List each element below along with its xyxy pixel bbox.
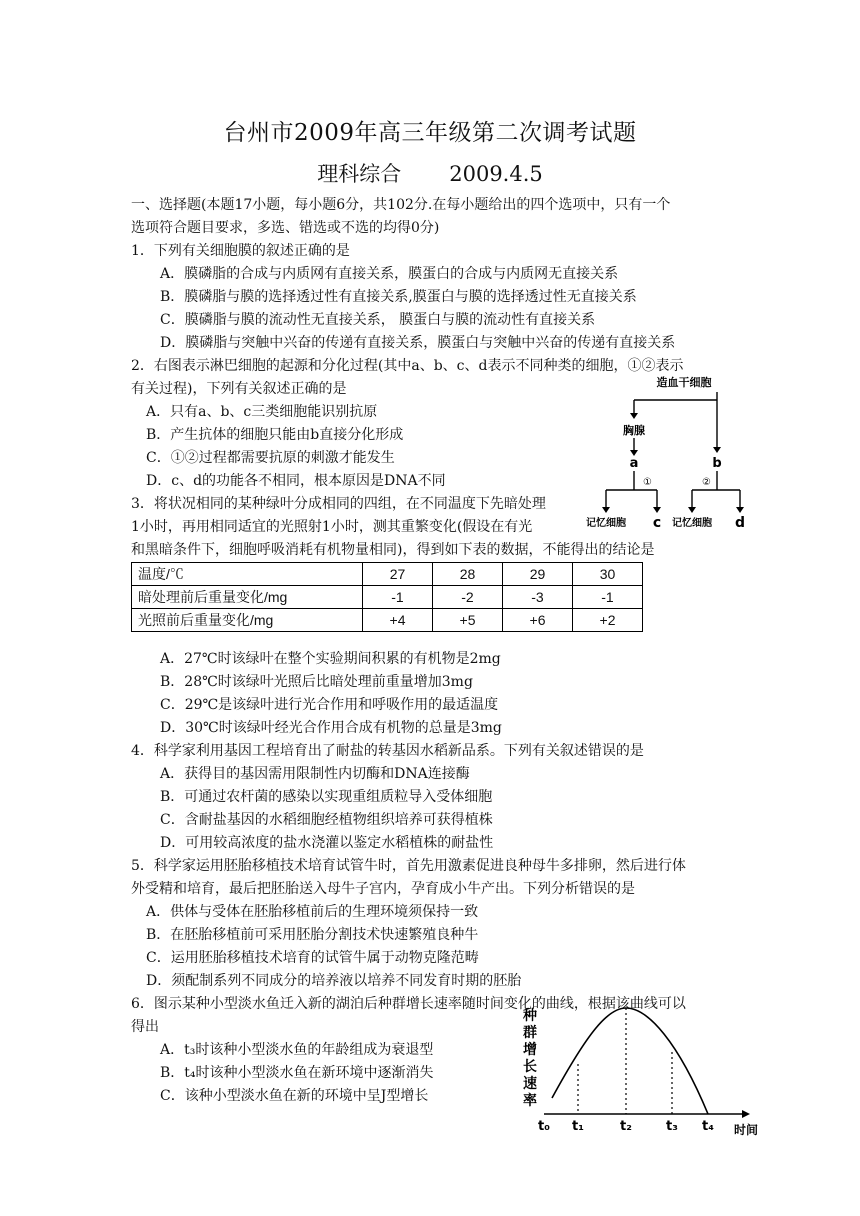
- table-cell: -2: [433, 586, 503, 609]
- temperature-weight-table: [131, 562, 643, 632]
- q4-stem: 4．科学家利用基因工程培育出了耐盐的转基因水稻新品系。下列有关叙述错误的是: [131, 743, 644, 759]
- ylabel-char: 长: [523, 1059, 537, 1075]
- q5-stem-line1: 5．科学家运用胚胎移植技术培育试管牛时，首先用激素促进良种母牛多排卵，然后进行体: [131, 858, 686, 874]
- q3-stem-line2: 1小时，再用相同适宜的光照射1小时，测其重繁变化(假设在有光: [131, 519, 533, 535]
- diagram-root-label: 造血干细胞: [656, 376, 712, 389]
- table-cell: -1: [573, 586, 643, 609]
- q1-option-b: B．膜磷脂与膜的选择透过性有直接关系,膜蛋白与膜的选择透过性无直接关系: [160, 289, 637, 305]
- q5-option-b: B．在胚胎移植前可采用胚胎分割技术快速繁殖良种牛: [146, 927, 479, 943]
- table-header-row: [132, 563, 643, 586]
- q3-option-b: B．28℃时该绿叶光照后比暗处理前重量增加3mg: [160, 674, 473, 690]
- table-cell: 暗处理前后重量变化/mg: [132, 586, 363, 609]
- ylabel-char: 速: [523, 1076, 537, 1092]
- q5-option-a: A．供体与受体在胚胎移植前后的生理环境须保持一致: [146, 904, 479, 920]
- q2-option-d: D．c、d的功能各不相同，根本原因是DNA不同: [146, 473, 446, 489]
- q2-stem-line1: 2．右图表示淋巴细胞的起源和分化过程(其中a、b、c、d表示不同种类的细胞，①②表示: [131, 358, 684, 374]
- q3-option-a: A．27℃时该绿叶在整个实验期间积累的有机物是2mg: [160, 651, 501, 667]
- ylabel-char: 增: [523, 1042, 537, 1058]
- table-cell: +5: [433, 609, 503, 632]
- q5-option-c: C．运用胚胎移植技术培育的试管牛属于动物克隆范畴: [146, 950, 479, 966]
- table-header-cell: 温度/℃: [132, 563, 363, 586]
- table-row: [132, 609, 643, 632]
- q6-option-b: B．t₄时该种小型淡水鱼在新环境中逐渐消失: [160, 1065, 434, 1081]
- x-tick-label: t₁: [572, 1119, 584, 1134]
- table-cell: 光照前后重量变化/mg: [132, 609, 363, 632]
- diagram-memory-cell-right: 记忆细胞: [672, 518, 712, 529]
- diagram-cell-a: a: [629, 456, 639, 471]
- diagram-cell-b: b: [712, 456, 722, 471]
- q2-option-c: C．①②过程都需要抗原的刺激才能发生: [146, 450, 395, 466]
- q5-stem-line2: 外受精和培育，最后把胚胎送入母牛子宫内，孕育成小牛产出。下列分析错误的是: [131, 881, 635, 897]
- q3-option-d: D．30℃时该绿叶经光合作用合成有机物的总量是3mg: [160, 720, 502, 736]
- q3-stem-line1: 3．将状况相同的某种绿叶分成相同的四组，在不同温度下先暗处理: [131, 496, 546, 512]
- table-header-cell: 28: [433, 563, 503, 586]
- q3-option-c: C．29℃是该绿叶进行光合作用和呼吸作用的最适温度: [160, 697, 499, 713]
- q6-option-a: A．t₃时该种小型淡水鱼的年龄组成为衰退型: [160, 1042, 434, 1058]
- table-cell: +2: [573, 609, 643, 632]
- x-tick-label: t₃: [666, 1119, 678, 1134]
- ylabel-char: 种: [523, 1008, 537, 1024]
- exam-date: 2009.4.5: [449, 162, 543, 186]
- q1-option-a: A．膜磷脂的合成与内质网有直接关系，膜蛋白的合成与内质网无直接关系: [160, 266, 619, 282]
- table-header-cell: 30: [573, 563, 643, 586]
- q6-stem-line2: 得出: [131, 1019, 159, 1035]
- q2-option-b: B．产生抗体的细胞只能由b直接分化形成: [146, 427, 404, 443]
- table-header-cell: 29: [503, 563, 573, 586]
- q2-option-a: A．只有a、b、c三类细胞能识别抗原: [146, 404, 378, 420]
- ylabel-char: 群: [523, 1025, 537, 1041]
- q4-option-a: A．获得目的基因需用限制性内切酶和DNA连接酶: [160, 766, 470, 782]
- diagram-cell-c: c: [652, 515, 662, 531]
- q6-stem-line1: 6．图示某种小型淡水鱼迁入新的湖泊后种群增长速率随时间变化的曲线，根据该曲线可以: [131, 996, 686, 1012]
- table-row: [132, 586, 643, 609]
- growth-curve: [552, 1008, 708, 1114]
- exam-subtitle: [0, 158, 860, 188]
- diagram-cell-d: d: [734, 515, 746, 531]
- q5-option-d: D．须配制系列不同成分的培养液以培养不同发育时期的胚胎: [146, 973, 522, 989]
- table-cell: +6: [503, 609, 573, 632]
- section-intro-line1: 一、选择题(本题17小题，每小题6分，共102分.在每小题给出的四个选项中，只有一个: [131, 197, 671, 213]
- x-tick-label: t₂: [620, 1119, 632, 1134]
- table-cell: -3: [503, 586, 573, 609]
- diagram-thymus-label: 胸腺: [623, 424, 645, 437]
- q3-stem-line3: 和黑暗条件下，细胞呼吸消耗有机物量相同)，得到如下表的数据，不能得出的结论是: [131, 542, 655, 558]
- table-cell: +4: [363, 609, 433, 632]
- diagram-step-2: ②: [702, 477, 711, 488]
- x-tick-label: t₀: [538, 1119, 550, 1134]
- diagram-step-1: ①: [643, 477, 652, 488]
- diagram-memory-cell-left: 记忆细胞: [586, 518, 626, 529]
- q1-stem: 1．下列有关细胞膜的叙述正确的是: [131, 243, 350, 259]
- table-header-cell: 27: [363, 563, 433, 586]
- x-tick-label: t₄: [702, 1119, 714, 1134]
- section-intro-line2: 选项符合题目要求，多选、错选或不选的均得0分): [131, 220, 440, 236]
- exam-title: 台州市2009年高三年级第二次调考试题: [223, 120, 637, 146]
- q1-option-d: D．膜磷脂与突触中兴奋的传递有直接关系，膜蛋白与突触中兴奋的传递有直接关系: [160, 335, 676, 351]
- growth-rate-graph: [508, 1002, 770, 1142]
- q2-stem-line2: 有关过程)，下列有关叙述正确的是: [131, 381, 347, 397]
- table-cell: -1: [363, 586, 433, 609]
- lymphocyte-diagram: [584, 372, 760, 534]
- ylabel-char: 率: [523, 1093, 537, 1109]
- q4-option-d: D．可用较高浓度的盐水浇灌以鉴定水稻植株的耐盐性: [160, 835, 494, 851]
- q6-option-c: C．该种小型淡水鱼在新的环境中呈J型增长: [160, 1088, 429, 1104]
- x-axis-arrow: [742, 1110, 750, 1118]
- q4-option-b: B．可通过农杆菌的感染以实现重组质粒导入受体细胞: [160, 789, 493, 805]
- q1-option-c: C．膜磷脂与膜的流动性无直接关系， 膜蛋白与膜的流动性有直接关系: [160, 312, 596, 328]
- subject-label: 理科综合: [317, 162, 402, 186]
- x-axis-label: 时间: [733, 1123, 759, 1137]
- q4-option-c: C．含耐盐基因的水稻细胞经植物组织培养可获得植株: [160, 812, 493, 828]
